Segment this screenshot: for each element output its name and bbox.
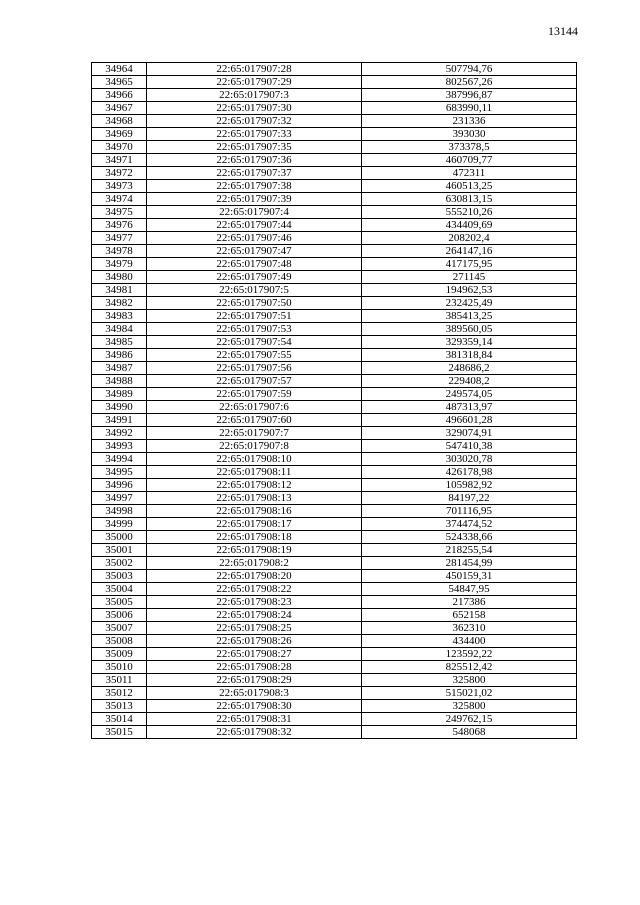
value-cell: 218255,54 bbox=[362, 544, 577, 557]
cadastral-number-cell: 22:65:017907:59 bbox=[147, 388, 362, 401]
row-number-cell: 34971 bbox=[92, 154, 147, 167]
table-row bbox=[92, 206, 577, 219]
row-number-cell: 34983 bbox=[92, 310, 147, 323]
value-cell: 701116,95 bbox=[362, 505, 577, 518]
row-number-cell: 34993 bbox=[92, 440, 147, 453]
row-number-cell: 35008 bbox=[92, 635, 147, 648]
value-cell: 325800 bbox=[362, 674, 577, 687]
table-row bbox=[92, 63, 577, 76]
row-number-cell: 34969 bbox=[92, 128, 147, 141]
value-cell: 487313,97 bbox=[362, 401, 577, 414]
value-cell: 434409,69 bbox=[362, 219, 577, 232]
value-cell: 389560,05 bbox=[362, 323, 577, 336]
row-number-cell: 34977 bbox=[92, 232, 147, 245]
table-row bbox=[92, 518, 577, 531]
cadastral-number-cell: 22:65:017907:56 bbox=[147, 362, 362, 375]
cadastral-number-cell: 22:65:017907:35 bbox=[147, 141, 362, 154]
value-cell: 281454,99 bbox=[362, 557, 577, 570]
value-cell: 249574,05 bbox=[362, 388, 577, 401]
cadastral-number-cell: 22:65:017908:30 bbox=[147, 700, 362, 713]
table-row bbox=[92, 505, 577, 518]
table-row bbox=[92, 323, 577, 336]
row-number-cell: 34988 bbox=[92, 375, 147, 388]
cadastral-number-cell: 22:65:017907:49 bbox=[147, 271, 362, 284]
value-cell: 229408,2 bbox=[362, 375, 577, 388]
table-row bbox=[92, 245, 577, 258]
value-cell: 362310 bbox=[362, 622, 577, 635]
table-row bbox=[92, 271, 577, 284]
table-row bbox=[92, 154, 577, 167]
cadastral-number-cell: 22:65:017908:25 bbox=[147, 622, 362, 635]
value-cell: 385413,25 bbox=[362, 310, 577, 323]
row-number-cell: 34980 bbox=[92, 271, 147, 284]
table-row bbox=[92, 336, 577, 349]
table-row bbox=[92, 635, 577, 648]
value-cell: 231336 bbox=[362, 115, 577, 128]
value-cell: 217386 bbox=[362, 596, 577, 609]
row-number-cell: 34991 bbox=[92, 414, 147, 427]
cadastral-number-cell: 22:65:017907:6 bbox=[147, 401, 362, 414]
cadastral-number-cell: 22:65:017908:24 bbox=[147, 609, 362, 622]
row-number-cell: 34992 bbox=[92, 427, 147, 440]
table-row bbox=[92, 648, 577, 661]
cadastral-number-cell: 22:65:017907:28 bbox=[147, 63, 362, 76]
cadastral-number-cell: 22:65:017908:11 bbox=[147, 466, 362, 479]
table-row bbox=[92, 401, 577, 414]
cadastral-number-cell: 22:65:017908:12 bbox=[147, 479, 362, 492]
row-number-cell: 35015 bbox=[92, 726, 147, 739]
cadastral-number-cell: 22:65:017908:32 bbox=[147, 726, 362, 739]
row-number-cell: 34978 bbox=[92, 245, 147, 258]
table-row bbox=[92, 414, 577, 427]
cadastral-number-cell: 22:65:017908:19 bbox=[147, 544, 362, 557]
row-number-cell: 34999 bbox=[92, 518, 147, 531]
value-cell: 105982,92 bbox=[362, 479, 577, 492]
cadastral-number-cell: 22:65:017908:29 bbox=[147, 674, 362, 687]
cadastral-number-cell: 22:65:017907:36 bbox=[147, 154, 362, 167]
row-number-cell: 34964 bbox=[92, 63, 147, 76]
row-number-cell: 35002 bbox=[92, 557, 147, 570]
table-row bbox=[92, 167, 577, 180]
table-row bbox=[92, 219, 577, 232]
cadastral-number-cell: 22:65:017907:39 bbox=[147, 193, 362, 206]
value-cell: 248686,2 bbox=[362, 362, 577, 375]
row-number-cell: 35004 bbox=[92, 583, 147, 596]
value-cell: 264147,16 bbox=[362, 245, 577, 258]
table-row bbox=[92, 375, 577, 388]
value-cell: 329074,91 bbox=[362, 427, 577, 440]
table-row bbox=[92, 726, 577, 739]
value-cell: 524338,66 bbox=[362, 531, 577, 544]
cadastral-number-cell: 22:65:017908:22 bbox=[147, 583, 362, 596]
cadastral-number-cell: 22:65:017908:26 bbox=[147, 635, 362, 648]
row-number-cell: 35014 bbox=[92, 713, 147, 726]
value-cell: 325800 bbox=[362, 700, 577, 713]
cadastral-number-cell: 22:65:017907:53 bbox=[147, 323, 362, 336]
row-number-cell: 35001 bbox=[92, 544, 147, 557]
value-cell: 393030 bbox=[362, 128, 577, 141]
cadastral-number-cell: 22:65:017907:51 bbox=[147, 310, 362, 323]
value-cell: 123592,22 bbox=[362, 648, 577, 661]
value-cell: 434400 bbox=[362, 635, 577, 648]
table-row bbox=[92, 89, 577, 102]
table-row bbox=[92, 544, 577, 557]
cadastral-number-cell: 22:65:017907:48 bbox=[147, 258, 362, 271]
value-cell: 515021,02 bbox=[362, 687, 577, 700]
cadastral-number-cell: 22:65:017907:29 bbox=[147, 76, 362, 89]
value-cell: 232425,49 bbox=[362, 297, 577, 310]
value-cell: 630813,15 bbox=[362, 193, 577, 206]
value-cell: 374474,52 bbox=[362, 518, 577, 531]
cadastral-number-cell: 22:65:017907:37 bbox=[147, 167, 362, 180]
row-number-cell: 34987 bbox=[92, 362, 147, 375]
cadastral-number-cell: 22:65:017908:31 bbox=[147, 713, 362, 726]
value-cell: 329359,14 bbox=[362, 336, 577, 349]
cadastral-number-cell: 22:65:017908:2 bbox=[147, 557, 362, 570]
table-row bbox=[92, 479, 577, 492]
page-number: 13144 bbox=[548, 24, 578, 38]
cadastral-number-cell: 22:65:017907:44 bbox=[147, 219, 362, 232]
row-number-cell: 34998 bbox=[92, 505, 147, 518]
table-row bbox=[92, 141, 577, 154]
row-number-cell: 34982 bbox=[92, 297, 147, 310]
table-row bbox=[92, 596, 577, 609]
cadastral-value-table bbox=[91, 62, 577, 739]
table-row bbox=[92, 284, 577, 297]
table-row bbox=[92, 180, 577, 193]
cadastral-number-cell: 22:65:017907:33 bbox=[147, 128, 362, 141]
cadastral-number-cell: 22:65:017908:20 bbox=[147, 570, 362, 583]
table-row bbox=[92, 427, 577, 440]
cadastral-number-cell: 22:65:017907:50 bbox=[147, 297, 362, 310]
row-number-cell: 34974 bbox=[92, 193, 147, 206]
row-number-cell: 34996 bbox=[92, 479, 147, 492]
value-cell: 271145 bbox=[362, 271, 577, 284]
value-cell: 194962,53 bbox=[362, 284, 577, 297]
row-number-cell: 35010 bbox=[92, 661, 147, 674]
row-number-cell: 34970 bbox=[92, 141, 147, 154]
value-cell: 825512,42 bbox=[362, 661, 577, 674]
row-number-cell: 35007 bbox=[92, 622, 147, 635]
value-cell: 373378,5 bbox=[362, 141, 577, 154]
value-cell: 460513,25 bbox=[362, 180, 577, 193]
row-number-cell: 34990 bbox=[92, 401, 147, 414]
value-cell: 472311 bbox=[362, 167, 577, 180]
cadastral-number-cell: 22:65:017908:3 bbox=[147, 687, 362, 700]
table-row bbox=[92, 700, 577, 713]
table-row bbox=[92, 661, 577, 674]
table-row bbox=[92, 258, 577, 271]
table-body bbox=[92, 63, 577, 739]
row-number-cell: 35011 bbox=[92, 674, 147, 687]
table-row bbox=[92, 102, 577, 115]
table-row bbox=[92, 310, 577, 323]
row-number-cell: 34975 bbox=[92, 206, 147, 219]
cadastral-number-cell: 22:65:017907:4 bbox=[147, 206, 362, 219]
row-number-cell: 35003 bbox=[92, 570, 147, 583]
table-row bbox=[92, 297, 577, 310]
table-row bbox=[92, 193, 577, 206]
table-row bbox=[92, 128, 577, 141]
value-cell: 652158 bbox=[362, 609, 577, 622]
value-cell: 683990,11 bbox=[362, 102, 577, 115]
row-number-cell: 34973 bbox=[92, 180, 147, 193]
cadastral-number-cell: 22:65:017908:17 bbox=[147, 518, 362, 531]
value-cell: 802567,26 bbox=[362, 76, 577, 89]
table-row bbox=[92, 570, 577, 583]
row-number-cell: 35013 bbox=[92, 700, 147, 713]
row-number-cell: 34985 bbox=[92, 336, 147, 349]
cadastral-number-cell: 22:65:017907:55 bbox=[147, 349, 362, 362]
cadastral-number-cell: 22:65:017907:5 bbox=[147, 284, 362, 297]
value-cell: 496601,28 bbox=[362, 414, 577, 427]
table-row bbox=[92, 440, 577, 453]
cadastral-number-cell: 22:65:017907:38 bbox=[147, 180, 362, 193]
row-number-cell: 34994 bbox=[92, 453, 147, 466]
cadastral-number-cell: 22:65:017907:46 bbox=[147, 232, 362, 245]
row-number-cell: 35006 bbox=[92, 609, 147, 622]
value-cell: 547410,38 bbox=[362, 440, 577, 453]
row-number-cell: 34966 bbox=[92, 89, 147, 102]
row-number-cell: 34967 bbox=[92, 102, 147, 115]
value-cell: 303020,78 bbox=[362, 453, 577, 466]
row-number-cell: 35012 bbox=[92, 687, 147, 700]
value-cell: 84197,22 bbox=[362, 492, 577, 505]
row-number-cell: 35009 bbox=[92, 648, 147, 661]
cadastral-number-cell: 22:65:017908:18 bbox=[147, 531, 362, 544]
row-number-cell: 34984 bbox=[92, 323, 147, 336]
cadastral-number-cell: 22:65:017908:28 bbox=[147, 661, 362, 674]
value-cell: 460709,77 bbox=[362, 154, 577, 167]
value-cell: 387996,87 bbox=[362, 89, 577, 102]
table-row bbox=[92, 687, 577, 700]
row-number-cell: 34979 bbox=[92, 258, 147, 271]
table-row bbox=[92, 609, 577, 622]
value-cell: 208202,4 bbox=[362, 232, 577, 245]
table-row bbox=[92, 557, 577, 570]
cadastral-number-cell: 22:65:017907:7 bbox=[147, 427, 362, 440]
table-row bbox=[92, 115, 577, 128]
cadastral-number-cell: 22:65:017908:27 bbox=[147, 648, 362, 661]
table-row bbox=[92, 388, 577, 401]
value-cell: 381318,84 bbox=[362, 349, 577, 362]
table-row bbox=[92, 453, 577, 466]
cadastral-number-cell: 22:65:017908:13 bbox=[147, 492, 362, 505]
row-number-cell: 34995 bbox=[92, 466, 147, 479]
cadastral-number-cell: 22:65:017907:3 bbox=[147, 89, 362, 102]
row-number-cell: 34981 bbox=[92, 284, 147, 297]
cadastral-number-cell: 22:65:017908:23 bbox=[147, 596, 362, 609]
value-cell: 450159,31 bbox=[362, 570, 577, 583]
cadastral-number-cell: 22:65:017907:47 bbox=[147, 245, 362, 258]
table-row bbox=[92, 583, 577, 596]
table-row bbox=[92, 531, 577, 544]
row-number-cell: 34976 bbox=[92, 219, 147, 232]
cadastral-number-cell: 22:65:017907:54 bbox=[147, 336, 362, 349]
cadastral-number-cell: 22:65:017908:16 bbox=[147, 505, 362, 518]
value-cell: 249762,15 bbox=[362, 713, 577, 726]
value-cell: 548068 bbox=[362, 726, 577, 739]
row-number-cell: 34968 bbox=[92, 115, 147, 128]
table-row bbox=[92, 349, 577, 362]
cadastral-number-cell: 22:65:017907:57 bbox=[147, 375, 362, 388]
table-row bbox=[92, 232, 577, 245]
table-row bbox=[92, 674, 577, 687]
row-number-cell: 34986 bbox=[92, 349, 147, 362]
cadastral-number-cell: 22:65:017907:32 bbox=[147, 115, 362, 128]
table-row bbox=[92, 492, 577, 505]
value-cell: 54847,95 bbox=[362, 583, 577, 596]
table-row bbox=[92, 622, 577, 635]
table-row bbox=[92, 466, 577, 479]
value-cell: 426178,98 bbox=[362, 466, 577, 479]
cadastral-number-cell: 22:65:017907:30 bbox=[147, 102, 362, 115]
row-number-cell: 34972 bbox=[92, 167, 147, 180]
table-row bbox=[92, 713, 577, 726]
value-cell: 507794,76 bbox=[362, 63, 577, 76]
value-cell: 417175,95 bbox=[362, 258, 577, 271]
row-number-cell: 34989 bbox=[92, 388, 147, 401]
cadastral-number-cell: 22:65:017907:60 bbox=[147, 414, 362, 427]
table-row bbox=[92, 76, 577, 89]
row-number-cell: 35005 bbox=[92, 596, 147, 609]
row-number-cell: 34997 bbox=[92, 492, 147, 505]
value-cell: 555210,26 bbox=[362, 206, 577, 219]
row-number-cell: 34965 bbox=[92, 76, 147, 89]
cadastral-number-cell: 22:65:017908:10 bbox=[147, 453, 362, 466]
cadastral-number-cell: 22:65:017907:8 bbox=[147, 440, 362, 453]
row-number-cell: 35000 bbox=[92, 531, 147, 544]
table-row bbox=[92, 362, 577, 375]
